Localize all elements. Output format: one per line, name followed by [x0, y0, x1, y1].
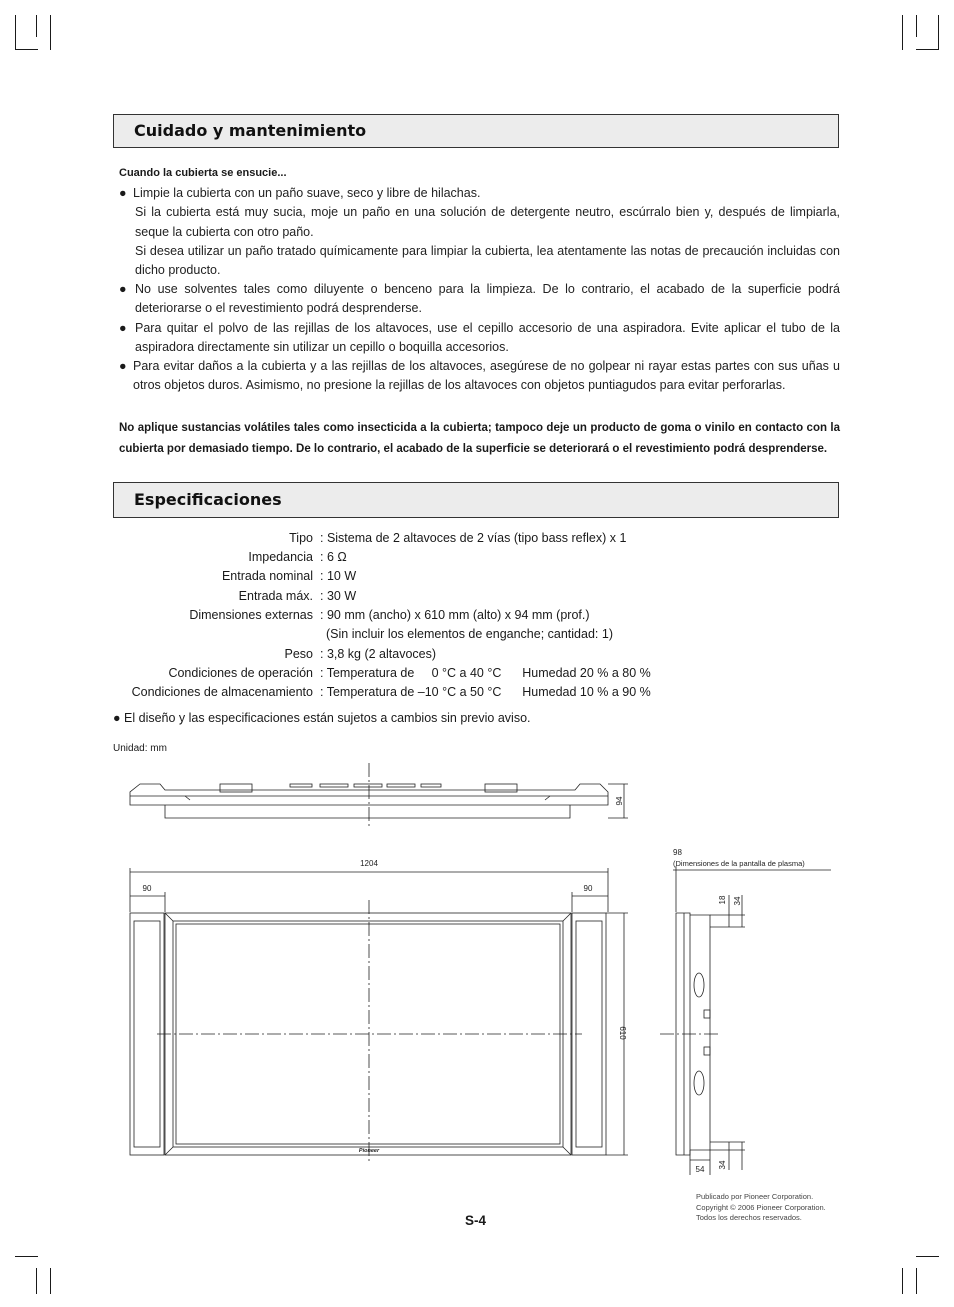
spec-label: Entrada máx.	[238, 589, 313, 603]
spec-label: Dimensiones externas	[189, 608, 313, 622]
spec-label: Entrada nominal	[221, 569, 313, 583]
care-warning: No aplique sustancias volátiles tales como insecticida a la cubierta; tampoco deje un producto de goma o vinilo en contacto con la cubierta por demasiado tiempo. De lo contrario, el acabado de la superficie se deteriorará o el revestimiento podrá desprenderse.	[119, 422, 840, 455]
spec-value: (Sin incluir los elementos de enganche; cantidad: 1)	[326, 627, 613, 641]
care-bullet-1-line-3: Si desea utilizar un paño tratado químicamente para limpiar la cubierta, lea atentamente las notas de precaución incluidas con dicho producto.	[135, 243, 840, 278]
spec-section-title: Especificaciones	[134, 490, 282, 509]
spec-value: : 6 Ω	[320, 550, 347, 564]
footer-line-2: Copyright © 2006 Pioneer Corporation.	[696, 1202, 826, 1212]
care-bullet-1-line-1: Limpie la cubierta con un paño suave, seco y libre de hilachas.	[133, 186, 481, 200]
bullet-dot-3: ●	[119, 321, 127, 335]
bullet-dot-2: ●	[119, 282, 127, 296]
bullet-dot-4: ●	[119, 359, 127, 373]
dim-1204: 1204	[360, 859, 378, 868]
spec-value: : 90 mm (ancho) x 610 mm (alto) x 94 mm (prof.)	[320, 608, 590, 622]
spec-value: : Temperatura de 0 °C a 40 °C Humedad 20 % a 80 %	[320, 666, 651, 680]
spec-value: : 10 W	[320, 569, 357, 583]
footer-line-3: Todos los derechos reservados.	[696, 1213, 802, 1222]
spec-label: Tipo	[289, 531, 313, 545]
spec-label: Impedancia	[248, 550, 313, 564]
publisher-footer	[696, 1192, 826, 1224]
care-bullet-2: No use solventes tales como diluyente o benceno para la limpieza. De lo contrario, el acabado de la superficie podrá deteriorarse o el revestimiento podrá desprenderse.	[135, 282, 840, 316]
care-bullet-4: Para evitar daños a la cubierta y a las rejillas de los altavoces, asegúrese de no golpear ni rayar estas partes con sus uñas u otros objetos duros. Asimismo, no presione la rejillas de los altavoces con objetos puntiagudos para evitar perforarlas.	[133, 359, 840, 393]
bullet-dot: ●	[113, 711, 125, 725]
dim-98-note: (Dimensiones de la pantalla de plasma)	[673, 859, 805, 868]
care-bullet-3: Para quitar el polvo de las rejillas de los altavoces, use el cepillo accesorio de una aspiradora. Evite aplicar el tubo de la aspiradora directamente sin utilizar un cepillo o boquilla accesorios.	[135, 321, 840, 355]
care-bullet-1-line-2: Si la cubierta está muy sucia, moje un paño en una solución de detergente neutro, escúrralo bien y, después de limpiarla, seque la cubierta con otro paño.	[135, 205, 840, 239]
dim-90-left: 90	[142, 884, 152, 893]
care-section-title: Cuidado y mantenimiento	[134, 121, 367, 140]
dim-610: 610	[618, 1026, 627, 1040]
spec-label: Condiciones de operación	[168, 666, 313, 680]
dim-54: 54	[695, 1165, 705, 1174]
dim-34-top: 34	[733, 896, 742, 906]
page-number: S-4	[465, 1213, 487, 1228]
dim-90-right: 90	[583, 884, 593, 893]
spec-label: Peso	[284, 647, 313, 661]
spec-value: : 3,8 kg (2 altavoces)	[320, 647, 437, 661]
dim-94: 94	[615, 796, 624, 806]
spec-label: Condiciones de almacenamiento	[131, 685, 313, 699]
dim-34-bottom: 34	[718, 1160, 727, 1170]
spec-note-text: El diseño y las especificaciones están sujetos a cambios sin previo aviso.	[124, 711, 531, 725]
footer-line-1: Publicado por Pioneer Corporation.	[696, 1192, 814, 1201]
dim-98: 98	[673, 848, 682, 857]
care-subheading: Cuando la cubierta se ensucie...	[119, 167, 287, 179]
spec-value: : Temperatura de –10 °C a 50 °C Humedad 10 % a 90 %	[320, 685, 651, 699]
unit-label: Unidad: mm	[113, 743, 167, 754]
spec-value: : 30 W	[320, 589, 357, 603]
bullet-dot-1: ●	[119, 186, 127, 200]
spec-value: : Sistema de 2 altavoces de 2 vías (tipo bass reflex) x 1	[320, 531, 627, 545]
dim-18: 18	[718, 895, 727, 905]
brand-mark: Pioneer	[358, 1148, 380, 1154]
